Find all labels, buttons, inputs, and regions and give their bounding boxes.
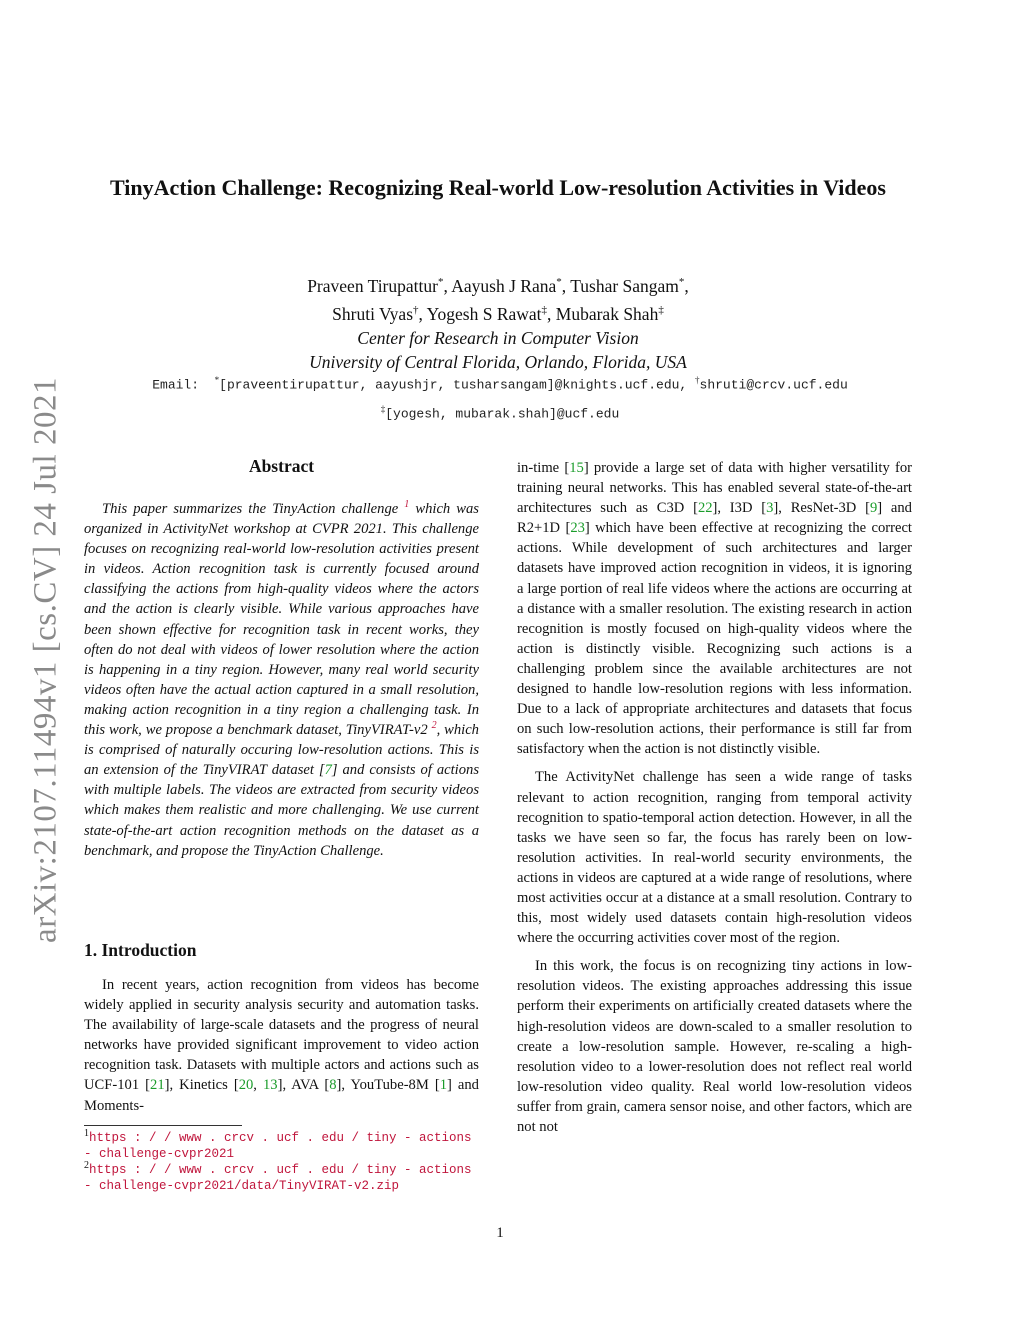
body-text: ] which have been effective at recognizing the correct actions. While development of such architectures and larger datasets have improved action recognition in videos, it is ignoring a large portion of real life videos where the actions are occurring at a distance with a smaller resolution. The existing research in action recognition is mostly focused on high-quality videos where the action is distinctly visible. Recognizing such actions is a challenging problem since the available architectures are not designed to handle low-resolution regions with less information. Due to a lack of appropriate architectures and datasets that focus on such low-resolution actions, their performance is still far from satisfactory when the action is not distinctly visible. xyxy=(517,520,912,758)
citation-link[interactable]: 9 xyxy=(869,500,878,517)
page-number: 1 xyxy=(496,1225,504,1241)
author-name: Shruti Vyas xyxy=(332,303,414,324)
author-name: Aayush J Rana xyxy=(451,275,557,296)
abstract-text: which was organized in ActivityNet workshop at CVPR 2021. This challenge focuses on recognizing real-world low-resolution activities present in videos. Action recognition task is currently focused around classifying the actions from high-quality videos where the actors and the action is clearly visible. While various approaches have been shown effective for recognition task in recent works, they often do not deal with videos of lower resolution where the action is happening in a tiny region. However, many real world security videos often have the actual action captured in a small resolution, making action recognition in a tiny region a challenging task. In this work, we propose a benchmark dataset, TinyVIRAT-v2 xyxy=(84,501,479,739)
footnote-link-1[interactable]: 1 xyxy=(404,499,410,511)
citation-link[interactable]: 22 xyxy=(697,500,713,517)
email-line-1 xyxy=(60,368,940,397)
right-column-body xyxy=(517,458,912,1137)
footnote-url[interactable]: https : / / www . crcv . ucf . edu / tiny - actions - challenge-cvpr2021 xyxy=(84,1131,472,1161)
introduction-body xyxy=(84,975,479,1116)
body-text: In recent years, action recognition from videos has become widely applied in security analysis security and automation tasks. The availability of large-scale datasets and the progress of neural networks have provided significant improvement to video action recognition task. Datasets with multiple actors and actions such as UCF-101 [ xyxy=(84,977,479,1094)
abstract-text: ] and consists of actions with multiple labels. The videos are extracted from security videos which makes them realistic and more challenging. We use current state-of-the-art action recognition methods on the dataset as a benchmark, and propose the TinyAction Challenge. xyxy=(84,762,480,859)
body-text: ], AVA [ xyxy=(277,1077,330,1094)
email-label: Email: xyxy=(152,377,200,393)
body-text: ] provide a large set of data with higher versatility for training neural networks. This has enabled several state-of-the-art architectures such as C3D [ xyxy=(517,460,912,517)
body-text: ], I3D [ xyxy=(712,500,767,517)
arxiv-identifier: arXiv:2107.11494v1 [cs.CV] 24 Jul 2021 xyxy=(27,377,64,943)
email-group: [yogesh, mubarak.shah]@ucf.edu xyxy=(385,406,620,422)
footnote-number: 2 xyxy=(84,1159,89,1171)
abstract-text: , which is comprised of naturally occuring low-resolution actions. This is an extension of the TinyVIRAT dataset [ xyxy=(84,722,479,779)
footnote-1 xyxy=(84,1127,484,1162)
abstract-body xyxy=(84,499,479,861)
footnote-divider xyxy=(84,1125,242,1126)
citation-link[interactable]: 7 xyxy=(324,762,332,779)
author-mark: † xyxy=(413,303,419,316)
author-mark: ‡ xyxy=(541,303,548,316)
citation-link[interactable]: 3 xyxy=(766,500,774,517)
body-text: ], ResNet-3D [ xyxy=(773,500,870,517)
author-mark: ‡ xyxy=(658,303,664,316)
body-text: ], Kinetics [ xyxy=(164,1077,239,1094)
citation-link[interactable]: 20 xyxy=(238,1077,254,1094)
body-paragraph: In this work, the focus is on recognizing tiny actions in low-resolution videos. The existing approaches addressing this issue perform their experiments on artificially created datasets where the high-resolution videos are down-scaled to a smaller resolution to create a low-resolution sample. However, re-scaling a high-resolution video to a lower-resolution does not reflect real world low-resolution video quality. Real world low-resolution videos suffer from grain, camera sensor noise, and other factors, which are not not xyxy=(517,958,912,1135)
body-paragraph: The ActivityNet challenge has seen a wide range of tasks relevant to action recognition, ranging from temporal activity recognition to spatio-temporal action detection. However, in all the tasks we have seen so far, the focus has rarely been on low-resolution activities. In real-world security environments, the actions in videos are captured at a wide range of resolutions, where most activities occur at a distance at a small resolution. Contrary to this, most widely used datasets contain high-resolution videos where the occurring activities cover most of the region. xyxy=(517,769,912,947)
author-block xyxy=(90,270,906,374)
author-mark: * xyxy=(437,276,444,288)
author-mark: * xyxy=(678,276,685,288)
abstract-text: This paper summarizes the TinyAction challenge xyxy=(102,501,399,517)
citation-link[interactable]: 1 xyxy=(439,1077,448,1094)
author-name: Mubarak Shah xyxy=(555,303,659,324)
email-mark: ‡ xyxy=(380,404,386,415)
author-line-1: Praveen Tirupattur*, Aayush J Rana*, Tushar Sangam*, xyxy=(307,275,689,296)
citation-link[interactable]: 21 xyxy=(150,1077,165,1094)
email-block xyxy=(60,368,940,427)
body-text: ] and Moments- xyxy=(84,1077,479,1114)
affiliation: Center for Research in Computer Vision xyxy=(357,327,639,348)
footnote-url[interactable]: https : / / www . crcv . ucf . edu / tiny - actions - challenge-cvpr2021/data/TinyVIRAT-v2.zip xyxy=(84,1163,472,1193)
body-text: ] and R2+1D [ xyxy=(517,500,912,537)
author-name: Praveen Tirupattur xyxy=(307,275,438,296)
citation-link[interactable]: 8 xyxy=(329,1077,337,1094)
body-paragraph xyxy=(84,975,479,1116)
abstract-paragraph xyxy=(84,499,479,861)
arxiv-identifier-sidebar xyxy=(0,370,92,950)
footnotes xyxy=(84,1127,484,1194)
email-mark: * xyxy=(214,375,220,385)
affiliation-location: University of Central Florida, Orlando, Florida, USA xyxy=(309,351,687,372)
paper-title: TinyAction Challenge: Recognizing Real-world Low-resolution Activities in Videos xyxy=(110,175,886,200)
body-paragraph xyxy=(517,458,912,759)
abstract-heading: Abstract xyxy=(248,456,315,476)
footnote-2 xyxy=(84,1159,484,1194)
author-name: Yogesh S Rawat xyxy=(426,303,542,324)
body-text: , xyxy=(253,1077,263,1094)
body-text: in-time [ xyxy=(517,460,570,476)
author-name: Tushar Sangam xyxy=(570,275,679,296)
citation-link[interactable]: 23 xyxy=(570,520,585,537)
author-line-2: Shruti Vyas†, Yogesh S Rawat‡, Mubarak Shah‡ xyxy=(332,303,664,324)
email-group: shruti@crcv.ucf.edu xyxy=(699,377,848,393)
email-group: [praveentirupattur, aayushjr, tusharsangam]@knights.ucf.edu, xyxy=(219,377,688,393)
footnote-number: 1 xyxy=(84,1127,89,1139)
citation-link[interactable]: 13 xyxy=(262,1077,278,1094)
section-heading-introduction: 1. Introduction xyxy=(84,940,197,960)
author-mark: * xyxy=(556,276,562,288)
body-text: ], YouTube-8M [ xyxy=(336,1077,440,1094)
email-mark: † xyxy=(695,375,700,385)
citation-link[interactable]: 15 xyxy=(569,460,584,476)
email-line-2 xyxy=(60,397,940,426)
footnote-link-2[interactable]: 2 xyxy=(431,720,437,732)
